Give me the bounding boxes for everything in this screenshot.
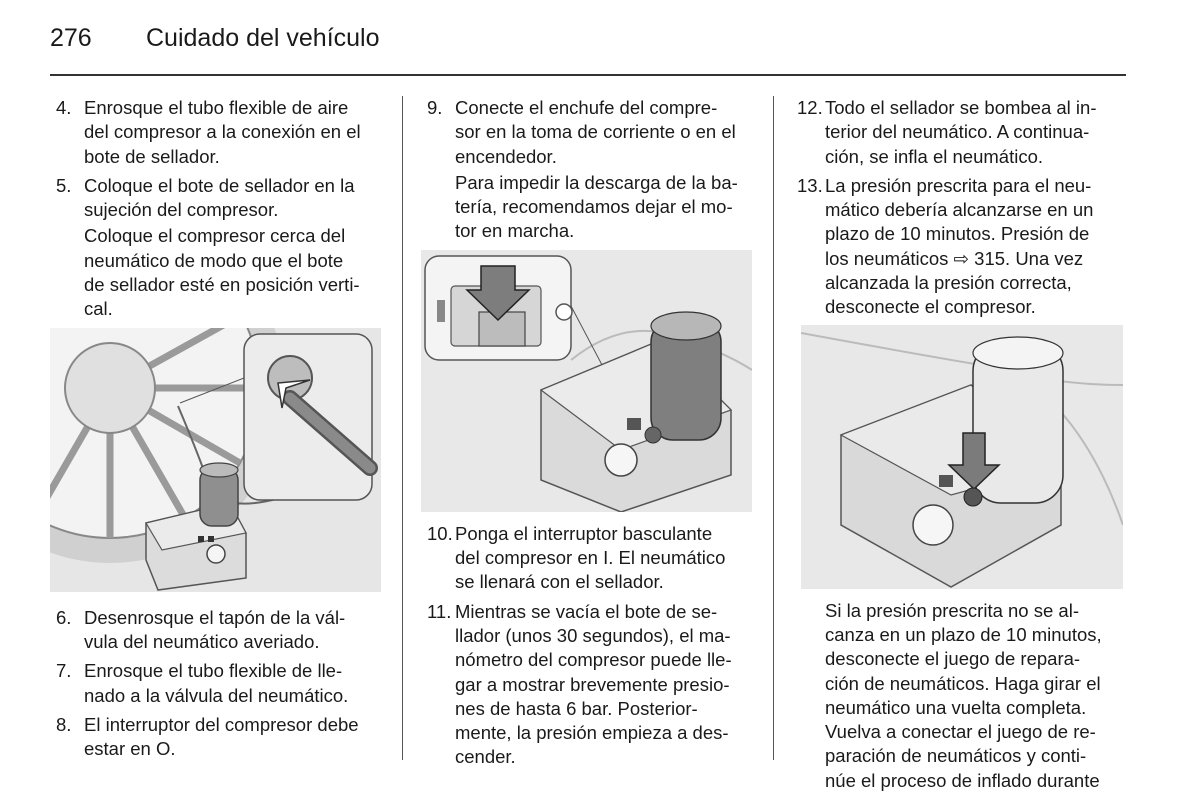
- step-text: Mientras se vacía el bote de se- llador (unos 30 segundos), el ma- nómetro del compresor puede lle- gar a mostrar brevemente presio- nes de hasta 6 bar. Posterior- mente, la presión empieza a des- cender.: [455, 600, 732, 768]
- step-4: [56, 96, 386, 169]
- step-12: [797, 96, 1133, 169]
- illustration-compressor-switch: [421, 250, 752, 512]
- step-13: [797, 174, 1133, 320]
- step-5: [56, 174, 386, 223]
- step-number: 10.: [427, 522, 453, 544]
- step-10: [427, 522, 757, 595]
- figure-compressor-tire-valve: [50, 328, 386, 592]
- step-13-note: Si la presión prescrita no se al- canza en un plazo de 10 minutos, desconecte el juego de repara- ción de neumáticos. Haga girar el neumático una vuelta completa. Vuelva a conectar el juego de re- paración de neumáticos y conti- núe el proceso de inflado durante: [825, 599, 1102, 791]
- step-8: [56, 713, 386, 762]
- step-number: 9.: [427, 97, 443, 118]
- figure-compressor-switch-on: [801, 325, 1133, 589]
- step-text: Enrosque el tubo flexible de lle- nado a la válvula del neumático.: [84, 660, 349, 706]
- page-number: 276: [50, 24, 92, 52]
- step-text: Coloque el bote de sellador en la sujeción del compresor.: [84, 174, 355, 221]
- step-text: Ponga el interruptor basculante del compresor en I. El neumático se llenará con el sellador.: [455, 522, 726, 593]
- header-rule: [50, 74, 1126, 76]
- step-number: 4.: [56, 97, 72, 118]
- illustration-compressor-inflate: [801, 325, 1123, 589]
- step-number: 6.: [56, 606, 72, 628]
- step-9: [427, 96, 757, 169]
- step-text: La presión prescrita para el neu- mático debería alcanzarse en un plazo de 10 minutos. Presión de los neumáticos ⇨ 315. Una vez alcanzada la presión correcta, desconecte el compresor.: [825, 174, 1094, 318]
- step-9-note: Para impedir la descarga de la ba- tería, recomendamos dejar el mo- tor en marcha.: [455, 171, 738, 242]
- step-6: [56, 606, 386, 655]
- step-11: [427, 600, 757, 770]
- column-2: [427, 96, 757, 775]
- page-header: [50, 24, 1126, 64]
- column-divider-2: [773, 96, 774, 760]
- step-5-note: Coloque el compresor cerca del neumático de modo que el bote de sellador esté en posición verti- cal.: [84, 225, 360, 320]
- column-3: [797, 96, 1133, 799]
- chapter-title: Cuidado del vehículo: [146, 24, 380, 52]
- step-number: 13.: [797, 174, 823, 196]
- step-number: 8.: [56, 713, 72, 735]
- step-text: El interruptor del compresor debe estar en O.: [84, 713, 359, 760]
- step-text: Todo el sellador se bombea al in- terior del neumático. A continua- ción, se infla el neumático.: [825, 97, 1097, 167]
- figure-compressor-switch-off: [421, 250, 757, 512]
- step-text: Conecte el enchufe del compre- sor en la toma de corriente o en el encendedor.: [455, 97, 736, 167]
- step-text: Enrosque el tubo flexible de aire del compresor a la conexión en el bote de sellador.: [84, 97, 361, 167]
- step-number: 7.: [56, 660, 72, 682]
- step-text: Desenrosque el tapón de la vál- vula del neumático averiado.: [84, 606, 346, 652]
- step-number: 12.: [797, 97, 823, 118]
- column-divider-1: [402, 96, 403, 760]
- step-number: 5.: [56, 174, 72, 196]
- column-1: [56, 96, 386, 766]
- step-7: [56, 659, 386, 708]
- step-number: 11.: [427, 600, 452, 622]
- illustration-wheel-compressor: [50, 328, 381, 592]
